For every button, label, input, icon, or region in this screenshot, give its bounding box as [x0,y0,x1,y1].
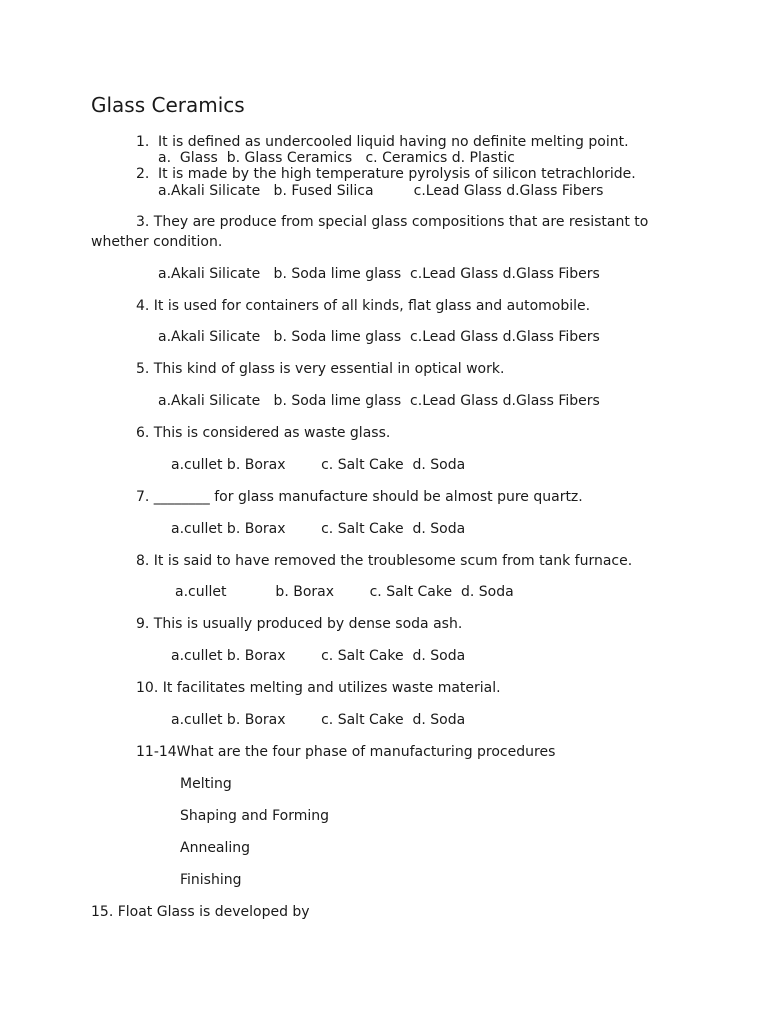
question-10-options: a.cullet b. Borax c. Salt Cake d. Soda [171,712,466,728]
question-7-options: a.cullet b. Borax c. Salt Cake d. Soda [171,521,466,537]
question-5-text: 5. This kind of glass is very essential in optical work. [136,361,505,377]
question-15-text: 15. Float Glass is developed by [91,904,310,920]
question-2-number: 2. [136,166,150,182]
question-8-text: 8. It is said to have removed the troublesome scum from tank furnace. [136,553,633,569]
question-2-text: It is made by the high temperature pyrolysis of silicon tetrachloride. [158,166,636,182]
question-4-options: a.Akali Silicate b. Soda lime glass c.Lead Glass d.Glass Fibers [158,329,600,345]
question-7-text: 7. ________ for glass manufacture should be almost pure quartz. [136,489,583,505]
answer-annealing: Annealing [180,840,251,856]
page-title: Glass Ceramics [91,93,245,117]
answer-melting: Melting [180,776,232,792]
question-1-number: 1. [136,134,150,150]
answer-shaping-forming: Shaping and Forming [180,808,330,824]
question-11-14-text: 11-14What are the four phase of manufacturing procedures [136,744,556,760]
question-3-text-cont: whether condition. [91,234,223,250]
question-1-text: It is defined as undercooled liquid having no definite melting point. [158,134,629,150]
question-1-options: a. Glass b. Glass Ceramics c. Ceramics d. Plastic [158,150,515,166]
question-3-text: 3. They are produce from special glass compositions that are resistant to [136,214,649,230]
question-6-options: a.cullet b. Borax c. Salt Cake d. Soda [171,457,466,473]
question-8-options: a.cullet b. Borax c. Salt Cake d. Soda [175,584,514,600]
question-4-text: 4. It is used for containers of all kinds, flat glass and automobile. [136,298,591,314]
question-6-text: 6. This is considered as waste glass. [136,425,391,441]
question-5-options: a.Akali Silicate b. Soda lime glass c.Lead Glass d.Glass Fibers [158,393,600,409]
question-2-options: a.Akali Silicate b. Fused Silica c.Lead Glass d.Glass Fibers [158,183,604,199]
answer-finishing: Finishing [180,872,242,888]
question-3-options: a.Akali Silicate b. Soda lime glass c.Lead Glass d.Glass Fibers [158,266,600,282]
question-9-options: a.cullet b. Borax c. Salt Cake d. Soda [171,648,466,664]
question-10-text: 10. It facilitates melting and utilizes waste material. [136,680,501,696]
question-9-text: 9. This is usually produced by dense soda ash. [136,616,463,632]
